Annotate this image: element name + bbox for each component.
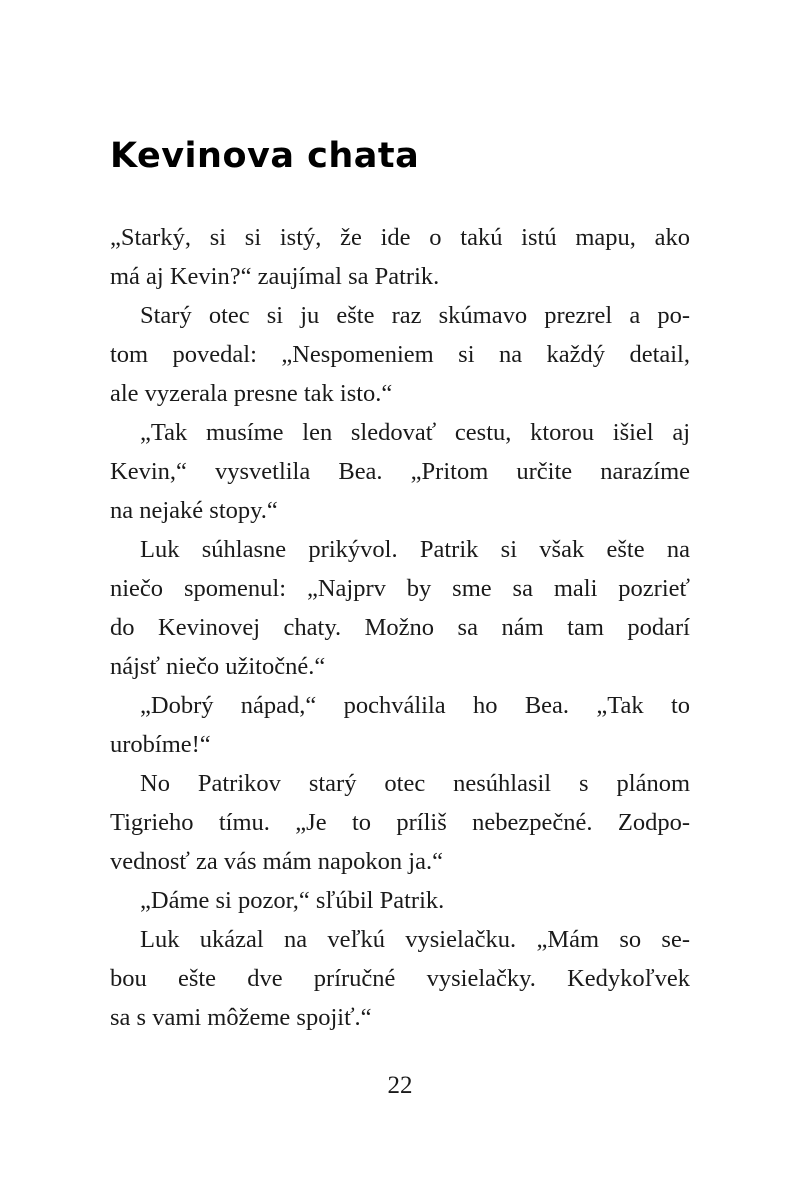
text-line: niečo spomenul: „Najprv by sme sa mali pozrieť	[110, 575, 690, 602]
body-text	[110, 218, 690, 1037]
text-line: No Patrikov starý otec nesúhlasil s plánom	[140, 770, 690, 797]
text-line: Tigrieho tímu. „Je to príliš nebezpečné. Zodpo-	[110, 809, 690, 836]
text-line: „Tak musíme len sledovať cestu, ktorou išiel aj	[140, 419, 690, 446]
text-line: tom povedal: „Nespomeniem si na každý detail,	[110, 341, 690, 368]
paragraph	[110, 296, 690, 413]
text-line: „Dáme si pozor,“ sľúbil Patrik.	[140, 887, 445, 914]
paragraph	[110, 413, 690, 530]
paragraph	[110, 686, 690, 764]
page-number: 22	[387, 1072, 413, 1099]
text-line: Kevin,“ vysvetlila Bea. „Pritom určite narazíme	[110, 458, 690, 485]
text-line: urobíme!“	[110, 731, 211, 758]
text-line: Luk ukázal na veľkú vysielačku. „Mám so se-	[140, 926, 690, 953]
text-line: sa s vami môžeme spojiť.“	[110, 1004, 372, 1031]
text-line: „Starký, si si istý, že ide o takú istú mapu, ako	[110, 224, 690, 251]
text-line: bou ešte dve príručné vysielačky. Kedykoľvek	[110, 965, 690, 992]
text-line: má aj Kevin?“ zaujímal sa Patrik.	[110, 263, 440, 290]
text-line: na nejaké stopy.“	[110, 497, 278, 524]
paragraph	[110, 530, 690, 686]
text-line: vednosť za vás mám napokon ja.“	[110, 848, 443, 875]
paragraph	[110, 920, 690, 1037]
text-line: „Dobrý nápad,“ pochválila ho Bea. „Tak to	[140, 692, 690, 719]
text-line: do Kevinovej chaty. Možno sa nám tam podarí	[110, 614, 690, 641]
text-line: nájsť niečo užitočné.“	[110, 653, 326, 680]
text-line: Luk súhlasne prikývol. Patrik si však ešte na	[140, 536, 690, 563]
paragraph	[110, 218, 690, 296]
paragraph	[110, 881, 690, 920]
paragraph	[110, 764, 690, 881]
text-line: Starý otec si ju ešte raz skúmavo prezrel a po-	[140, 302, 690, 329]
text-line: ale vyzerala presne tak isto.“	[110, 380, 393, 407]
text-column	[110, 136, 690, 1037]
chapter-title: Kevinova chata	[110, 136, 420, 176]
